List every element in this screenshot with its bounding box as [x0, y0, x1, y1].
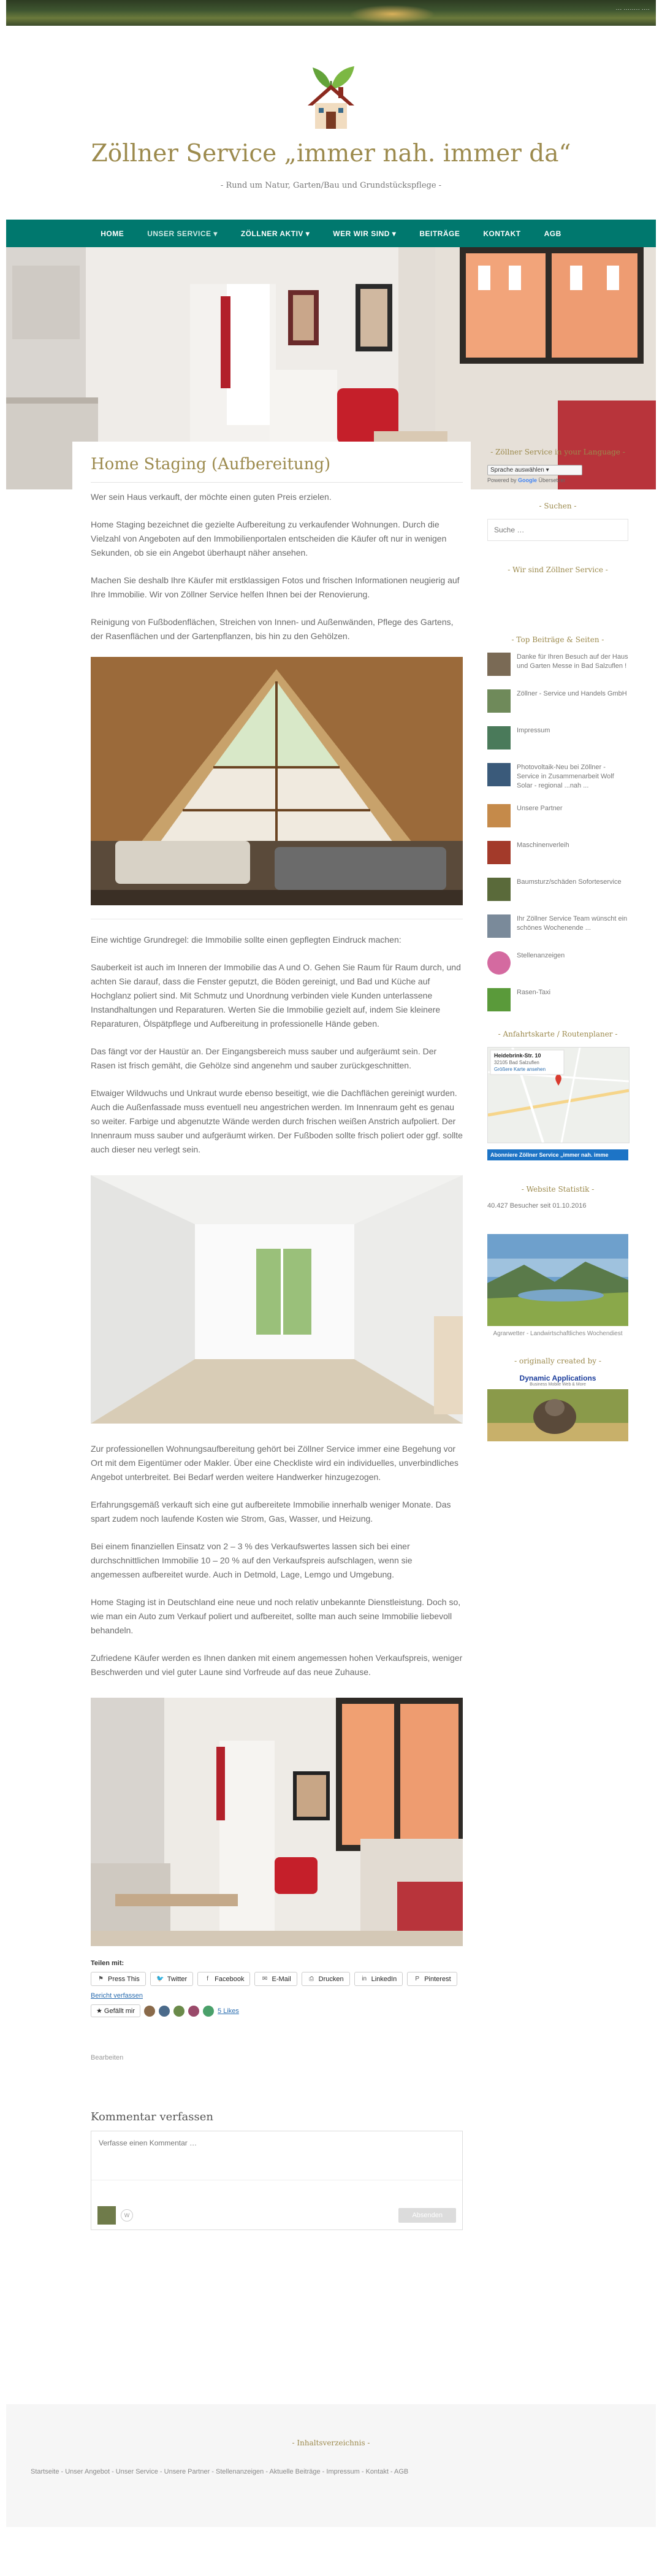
- footer-title: - Inhaltsverzeichnis -: [292, 2439, 370, 2447]
- post-thumbnail: [487, 726, 511, 749]
- map-widget-title: - Anfahrtskarte / Routenplaner -: [498, 1030, 618, 1038]
- plant-icon: [313, 66, 354, 90]
- language-select[interactable]: Sprache auswählen ▾: [487, 465, 582, 475]
- site-tagline: - Rund um Natur, Garten/Bau und Grundstückspflege -: [220, 181, 442, 190]
- post-paragraph: Das fängt vor der Haustür an. Der Eingangsbereich muss sauber und aufgeräumt sein. Der Rasen ist frisch gemäht, die Gehölze sind angenehm und sauber zurückgeschnitten.: [91, 1046, 437, 1070]
- liker-avatar[interactable]: [144, 2006, 155, 2017]
- post-paragraph: Etwaiger Wildwuchs und Unkraut wurde ebenso beseitigt, wie die Dachflächen gereinigt wurden. Auch die Außenfassade muss eventuell neu angestrichen werden. Im Innenraum geht es genau so weiter. Farbige und abgenutzte Wände werden durch frischen weißen Anstrich aufpoliert. Der Innenraum muss sauber und aufgeräumt wirken. Der Fußboden sollte frisch poliert oder ggf. sollte auch dieser neu verlegt sein.: [91, 1088, 463, 1154]
- post-paragraph: Home Staging bezeichnet die gezielte Aufbereitung zu verkaufender Wohnungen. Durch die Vielzahl von Angeboten auf den Immobilienportalen entscheiden die Käufer oft nur in wenigen Sekunden, ob sie ein Angebot überhaupt näher ansehen.: [91, 519, 447, 558]
- post-paragraph: Machen Sie deshalb Ihre Käufer mit erstklassigen Fotos und frischen Informationen neugierig auf Ihre Immobilie. Wir von Zöllner Service helfen Ihnen bei der Renovierung.: [91, 575, 460, 599]
- top-post-item[interactable]: Unsere Partner: [487, 804, 628, 827]
- comment-input[interactable]: [91, 2131, 462, 2180]
- main-content-area: [72, 442, 471, 2300]
- post-article: [91, 442, 463, 2230]
- comment-form: [91, 2131, 463, 2230]
- liker-avatar[interactable]: [159, 2006, 170, 2017]
- post-thumbnail: [487, 914, 511, 938]
- top-post-item[interactable]: Maschinenverleih: [487, 841, 628, 864]
- header-banner-image: [6, 0, 656, 26]
- map-sub: 32105 Bad Salzuflen: [494, 1060, 539, 1065]
- top-posts-title: - Top Beiträge & Seiten -: [511, 635, 604, 644]
- empty-apartment-photo: [91, 1175, 463, 1424]
- visitor-stats: 40.427 Besucher seit 01.10.2016: [487, 1202, 587, 1209]
- top-post-item[interactable]: Zöllner - Service und Handels GmbH: [487, 689, 628, 713]
- post-thumbnail: [487, 841, 511, 864]
- photo-caption: Agrarwetter - Landwirtschaftliches Wochendiest: [493, 1330, 623, 1337]
- post-thumbnail: [487, 804, 511, 827]
- post-paragraph: Eine wichtige Grundregel: die Immobilie sollte einen gepflegten Eindruck machen:: [91, 935, 401, 945]
- map-place: Heidebrink-Str. 10: [494, 1052, 541, 1059]
- share-label: Teilen mit:: [91, 1960, 124, 1967]
- liker-avatar[interactable]: [173, 2006, 185, 2017]
- top-post-item[interactable]: Baumsturz/schäden Soforteservice: [487, 878, 628, 901]
- pinterest-icon: P: [415, 1976, 420, 1982]
- footer-links[interactable]: Startseite - Unser Angebot - Unser Service - Unsere Partner - Stellenanzeigen - Aktuelle Beiträge - Impressum - Kontakt - AGB: [31, 2468, 409, 2475]
- twitter-icon: 🐦: [156, 1976, 164, 1982]
- post-thumbnail: [487, 763, 511, 786]
- site-footer: [6, 2404, 656, 2527]
- dynamic-applications-sub: Business Mobile Web & More: [530, 1382, 586, 1387]
- search-widget-title: - Suchen -: [539, 502, 577, 510]
- post-thumbnail: [487, 689, 511, 713]
- commenter-avatar: [97, 2206, 116, 2225]
- post-paragraph: Zufriedene Käufer werden es Ihnen danken mit einem angemessen hohen Verkaufspreis, weniger Beschwerden und viel guter Laune sind Vorfreude auf das neue Zuhause.: [91, 1653, 463, 1677]
- post-paragraph: Bei einem finanziellen Einsatz von 2 – 3 % des Verkaufswertes lassen sich bei einer durchschnittlichen Immobilie 10 – 20 % auf den Verkaufspreis aufschlagen, wenn sie angemessen aufbereitet wurde. Auch in Detmold, Lage, Lemgo und Umgebung.: [91, 1541, 413, 1579]
- share-pinterest-button[interactable]: P Pinterest: [407, 1972, 457, 1986]
- top-post-item[interactable]: Rasen-Taxi: [487, 988, 628, 1011]
- likes-count[interactable]: 5 Likes: [218, 2007, 239, 2015]
- furnished-living-room-photo: [91, 1698, 463, 1946]
- post-paragraph: Reinigung von Fußbodenflächen, Streichen von Innen- und Außenwänden, Pflege des Gartens, der Rasenflächen und der Gartenpflanzen, bis hin zu den Gehölzen.: [91, 617, 454, 641]
- map-larger-link[interactable]: Größere Karte ansehen: [494, 1067, 546, 1072]
- report-link[interactable]: Bericht verfassen: [91, 1992, 143, 1999]
- stats-widget-title: - Website Statistik -: [521, 1185, 595, 1194]
- top-post-item[interactable]: Danke für Ihren Besuch auf der Haus und Garten Messe in Bad Salzuflen !: [487, 653, 628, 676]
- share-press-this-button[interactable]: ⚑ Press This: [91, 1972, 146, 1986]
- post-thumbnail: [487, 653, 511, 676]
- nav-beitraege[interactable]: BEITRÄGE: [419, 229, 460, 238]
- share-buttons: [91, 1972, 463, 1986]
- comment-footer: [91, 2201, 462, 2229]
- nav-unser-service[interactable]: UNSER SERVICE ▾: [147, 229, 218, 238]
- press-this-icon: ⚑: [98, 1976, 104, 1982]
- post-thumbnail: [487, 878, 511, 901]
- email-icon: ✉: [262, 1976, 268, 1982]
- route-map[interactable]: [487, 1047, 630, 1143]
- post-paragraph: Home Staging ist in Deutschland eine neue und noch relativ unbekannte Dienstleistung. Doch so, wie man ein Auto zum Verkauf poliert und aufbereitet, sollte man auch seine Immobilie liebevoll behandeln.: [91, 1597, 461, 1635]
- linkedin-icon: in: [362, 1976, 367, 1982]
- wordpress-icon[interactable]: W: [121, 2209, 133, 2221]
- title-divider: [91, 482, 463, 483]
- about-widget-title: - Wir sind Zöllner Service -: [508, 565, 608, 574]
- liker-avatar[interactable]: [188, 2006, 199, 2017]
- post-paragraph: Zur professionellen Wohnungsaufbereitung gehört bei Zöllner Service immer eine Begehung vor Ort mit dem Eigentümer oder Makler. Über eine Checkliste wird ein individuelles, unverbindliches Angebot unterbreitet. Bei Bedarf werden weitere Handwerker hinzugezogen.: [91, 1444, 458, 1482]
- nav-agb[interactable]: AGB: [544, 229, 561, 238]
- post-paragraph: Wer sein Haus verkauft, der möchte einen guten Preis erzielen.: [91, 492, 332, 502]
- top-post-item[interactable]: Stellenanzeigen: [487, 951, 628, 975]
- nav-wer-wir-sind[interactable]: WER WIR SIND ▾: [333, 229, 397, 238]
- search-input[interactable]: [487, 519, 628, 541]
- like-button[interactable]: ★ Gefällt mir: [91, 2004, 140, 2017]
- subscribe-facebook-button[interactable]: Abonniere Zöllner Service „immer nah. imme: [487, 1149, 628, 1160]
- attic-room-photo: [91, 657, 463, 905]
- nav-home[interactable]: HOME: [101, 229, 124, 238]
- post-paragraph: Sauberkeit ist auch im Inneren der Immobilie das A und O. Gehen Sie Raum für Raum durch, und achten Sie darauf, dass die Fenster geputzt, die Böden gereinigt, und Bad und Küche auf Hochglanz poliert sind. Mit Schmutz und Unordnung verbinden viele Kunden unterlassene Instandhaltungen und Reparaturen. Werten Sie die Immobilie gezielt auf, indem Sie kleinere Reparaturen, Ölspätpflege und Aufbereitung in professionelle Hände geben.: [91, 962, 461, 1029]
- post-thumbnail: [487, 988, 511, 1011]
- top-post-item[interactable]: Impressum: [487, 726, 628, 749]
- edit-link[interactable]: Bearbeiten: [91, 2054, 124, 2061]
- main-navigation: [6, 220, 656, 247]
- like-row: [91, 2004, 463, 2017]
- nav-kontakt[interactable]: KONTAKT: [483, 229, 521, 238]
- powered-by-google[interactable]: Powered by Google Übersetzer: [487, 477, 566, 483]
- banner-credit: ··· ········ ····: [615, 6, 650, 13]
- banner-sunset: [349, 5, 435, 23]
- comment-heading: Kommentar verfassen: [91, 2110, 214, 2123]
- share-linkedin-button[interactable]: in LinkedIn: [354, 1972, 403, 1986]
- credit-photo[interactable]: [487, 1389, 628, 1441]
- share-email-button[interactable]: ✉ E-Mail: [254, 1972, 297, 1986]
- post-title: Home Staging (Aufbereitung): [91, 455, 331, 473]
- sidebar: [487, 448, 628, 1444]
- google-logo: Google: [518, 477, 538, 483]
- site-title[interactable]: Zöllner Service „immer nah. immer da“: [91, 140, 571, 167]
- share-print-button[interactable]: ⎙ Drucken: [302, 1972, 350, 1986]
- post-paragraph: Erfahrungsgemäß verkauft sich eine gut aufbereitete Immobilie innerhalb weniger Monate. Das spart zudem noch laufende Kosten wie Strom, Gas, Wasser, und Heizung.: [91, 1500, 451, 1524]
- share-facebook-button[interactable]: f Facebook: [197, 1972, 250, 1986]
- house-icon: [308, 85, 354, 129]
- credit-widget-title: - originally created by -: [514, 1357, 601, 1365]
- landscape-photo[interactable]: [487, 1234, 628, 1326]
- language-widget-title: - Zöllner Service in your Language -: [490, 448, 625, 456]
- print-icon: ⎙: [309, 1976, 314, 1982]
- share-twitter-button[interactable]: 🐦 Twitter: [150, 1972, 193, 1986]
- top-post-item[interactable]: Photovoltaik-Neu bei Zöllner - Service in Zusammenarbeit Wolf Solar - regional ...nah ...: [487, 763, 628, 791]
- facebook-icon: f: [207, 1976, 209, 1982]
- nav-zoellner-aktiv[interactable]: ZÖLLNER AKTIV ▾: [240, 229, 310, 238]
- site-logo[interactable]: [294, 54, 368, 134]
- comment-submit-button[interactable]: Absenden: [398, 2208, 456, 2223]
- top-post-item[interactable]: Ihr Zöllner Service Team wünscht ein schönes Wochenende ...: [487, 914, 628, 938]
- dynamic-applications-logo[interactable]: Dynamic Applications: [519, 1374, 596, 1382]
- liker-avatar[interactable]: [203, 2006, 214, 2017]
- post-thumbnail: [487, 951, 511, 975]
